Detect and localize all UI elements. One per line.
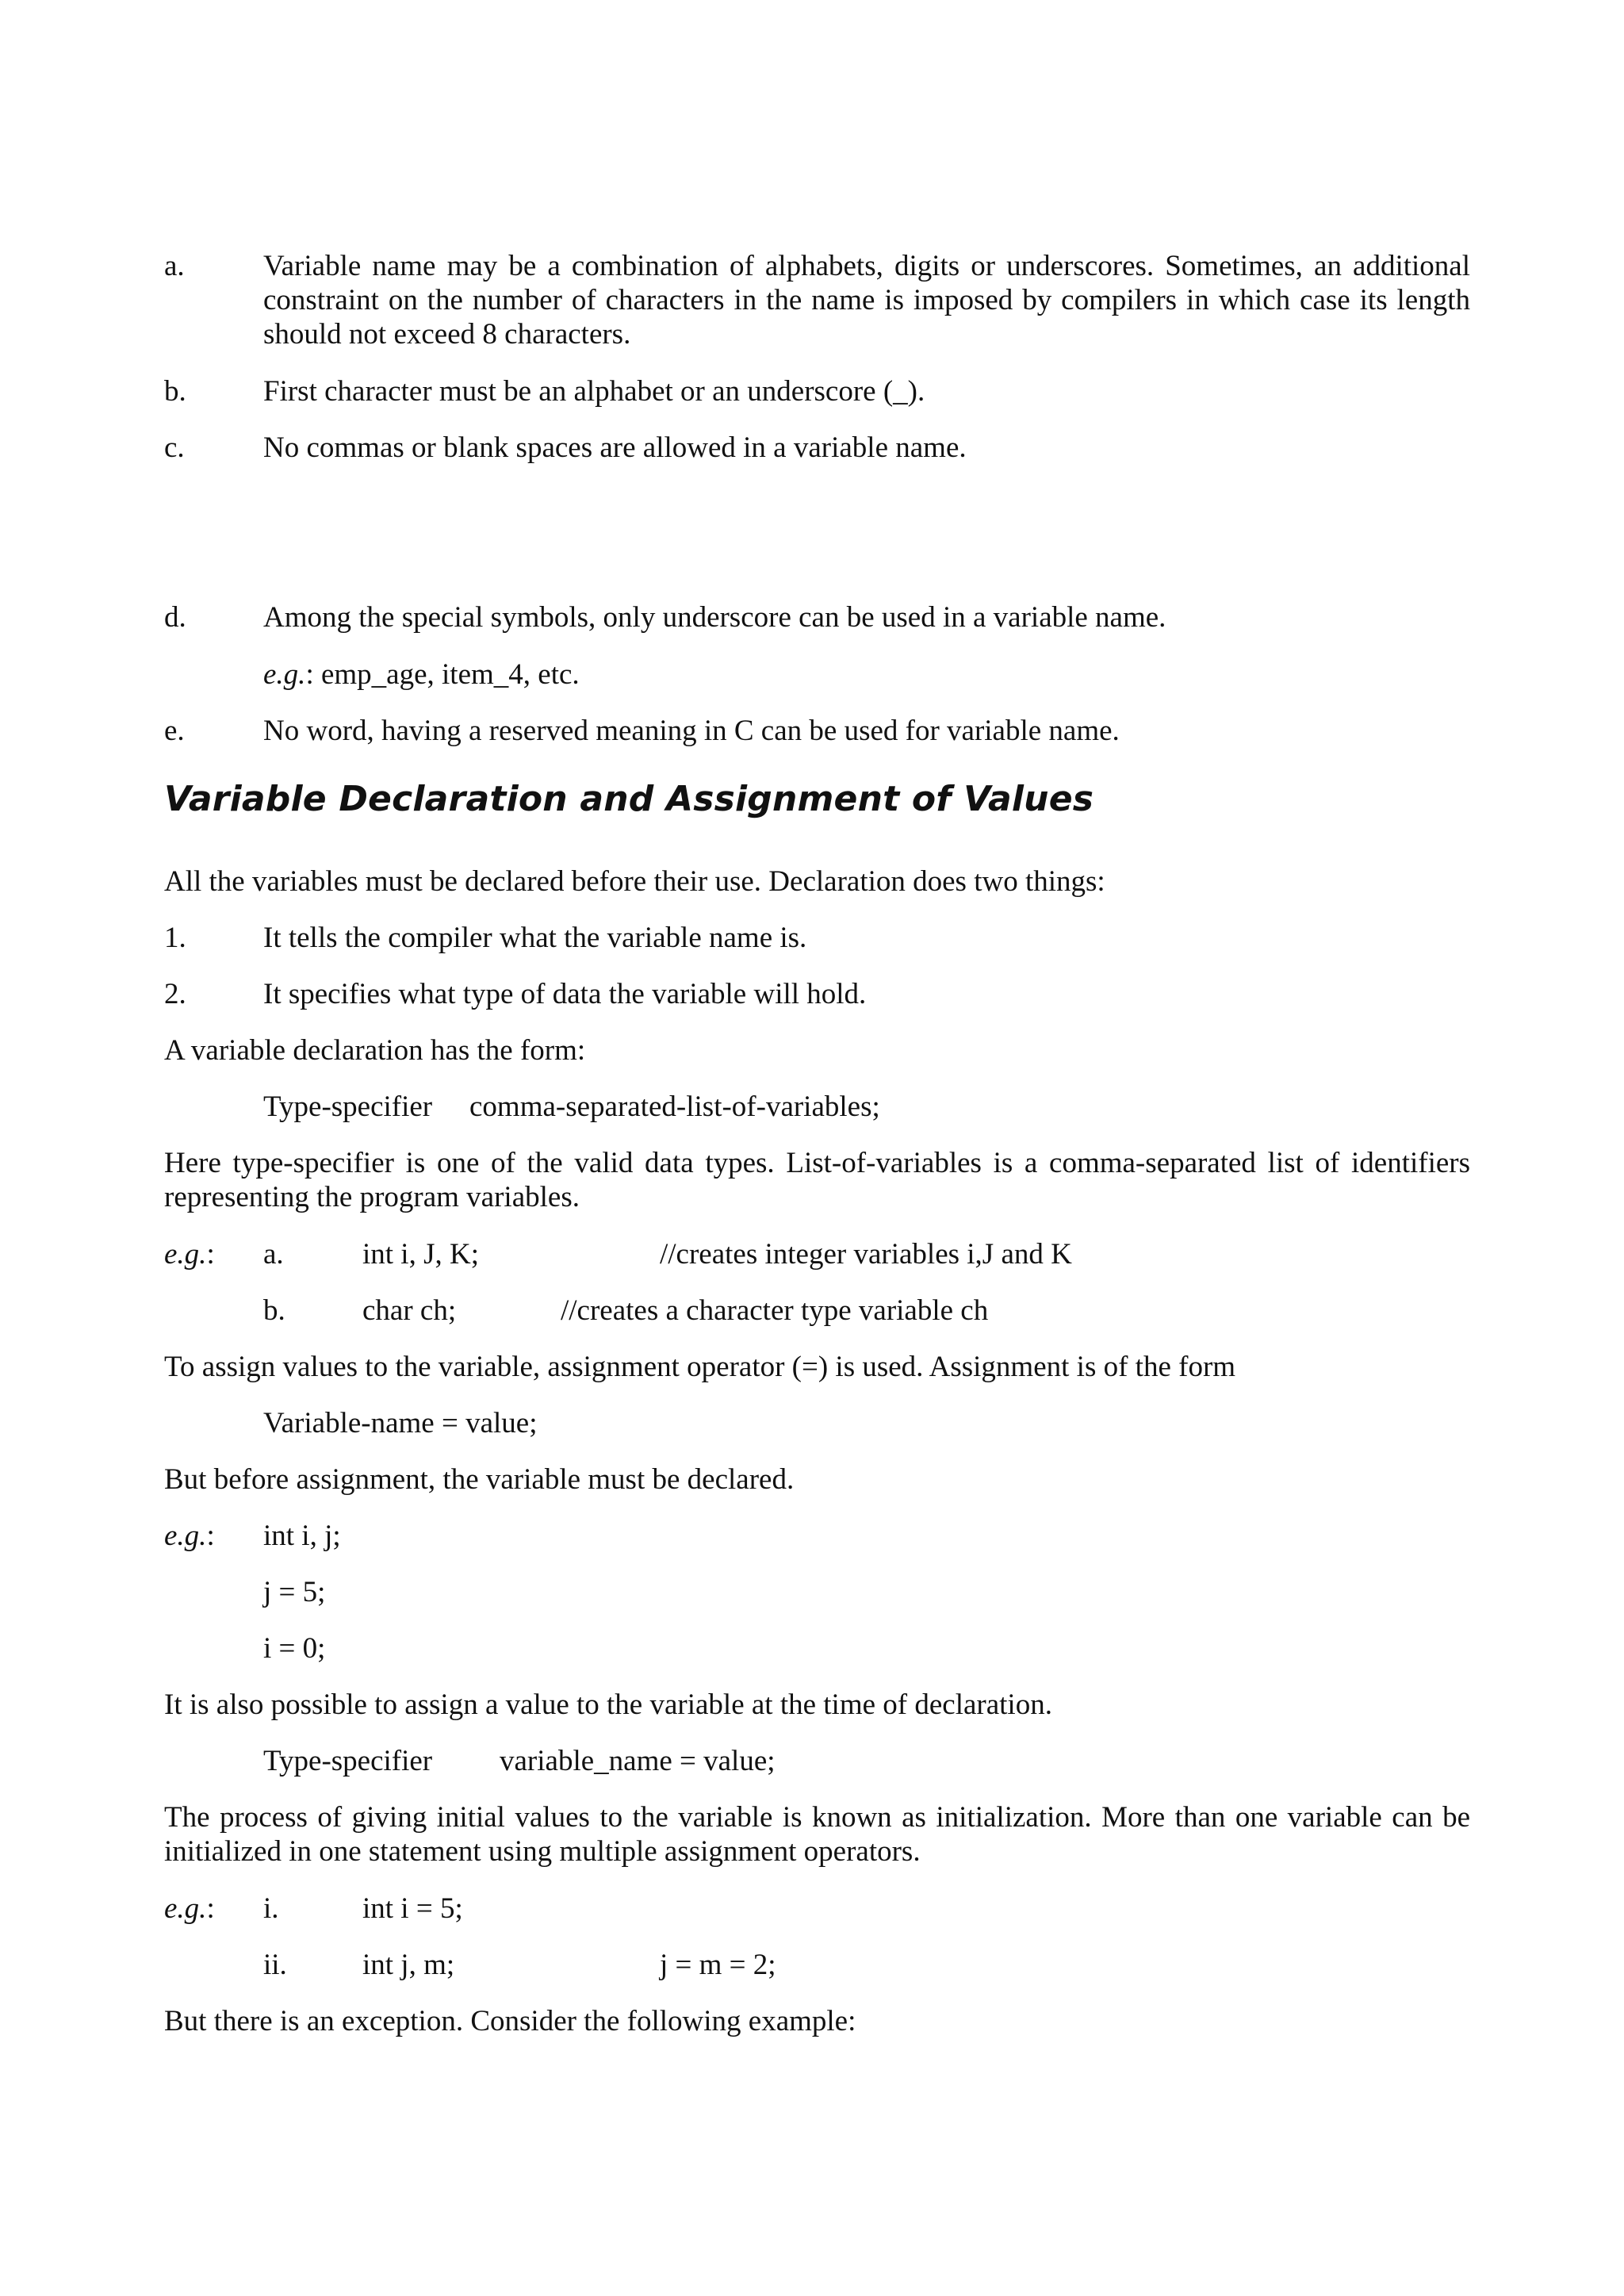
- intro-paragraph: All the variables must be declared before their use. Declaration does two things:: [164, 865, 1105, 898]
- step-1-text: It tells the compiler what the variable name is.: [263, 922, 807, 954]
- decl-form-intro: A variable declaration has the form:: [164, 1034, 586, 1067]
- rule-b-label: b.: [164, 375, 186, 408]
- decl-form-list: comma-separated-list-of-variables;: [469, 1091, 880, 1123]
- init-example-ii-label: ii.: [263, 1949, 287, 1981]
- decl-example-b-code: char ch;: [362, 1294, 457, 1327]
- decl-example-a-label: a.: [263, 1238, 284, 1271]
- exception-line: But there is an exception. Consider the following example:: [164, 2005, 856, 2037]
- eg-colon: :: [206, 1238, 215, 1271]
- eg-colon: :: [206, 1892, 215, 1925]
- step-2-label: 2.: [164, 978, 186, 1010]
- step-1-label: 1.: [164, 922, 186, 954]
- eg-text: e.g.: [164, 1520, 207, 1552]
- assign-intro: To assign values to the variable, assignment operator (=) is used. Assignment is of the form: [164, 1351, 1236, 1383]
- rule-e-text: No word, having a reserved meaning in C can be used for variable name.: [263, 715, 1120, 747]
- type-specifier-paragraph: Here type-specifier is one of the valid data types. List-of-variables is a comma-separated list of identifiers representing the program variables.: [164, 1147, 1470, 1213]
- decl-example-b-label: b.: [263, 1294, 285, 1327]
- step-2-text: It specifies what type of data the variable will hold.: [263, 978, 867, 1010]
- init-example-ii-code: int j, m;: [362, 1949, 455, 1981]
- assign-form: Variable-name = value;: [263, 1407, 538, 1439]
- init-example-i-code: int i = 5;: [362, 1892, 463, 1925]
- init-example-ii-extra: j = m = 2;: [660, 1949, 776, 1981]
- eg-text: e.g.: [164, 1892, 207, 1925]
- assign-example-2: j = 5;: [263, 1576, 326, 1608]
- rule-c-label: c.: [164, 431, 185, 464]
- rule-d-label: d.: [164, 601, 186, 634]
- init-form-type: Type-specifier: [263, 1745, 433, 1777]
- init-paragraph: The process of giving initial values to the variable is known as initialization. More than one variable can be initialized in one statement using multiple assignment operators.: [164, 1801, 1470, 1868]
- rule-c-text: No commas or blank spaces are allowed in a variable name.: [263, 431, 967, 464]
- rule-b-text: First character must be an alphabet or an underscore (_).: [263, 375, 925, 408]
- assign-example-3: i = 0;: [263, 1632, 326, 1665]
- eg-colon: :: [206, 1520, 215, 1552]
- decl-example-a-code: int i, J, K;: [362, 1238, 479, 1271]
- decl-example-a-comment: //creates integer variables i,J and K: [660, 1238, 1072, 1271]
- assign-eg-label: [164, 1519, 215, 1553]
- decl-eg-label: [164, 1237, 215, 1271]
- init-example-i-label: i.: [263, 1892, 279, 1925]
- assign-example-1: int i, j;: [263, 1520, 341, 1552]
- eg-label: e.g.: [263, 658, 306, 691]
- rule-a-label: a.: [164, 250, 185, 282]
- rule-a-text: Variable name may be a combination of alphabets, digits or underscores. Sometimes, an additional constraint on the number of characters in the name is imposed by compilers in which case its length should not exceed 8 characters.: [263, 250, 1470, 351]
- rule-d-example-text: : emp_age, item_4, etc.: [305, 658, 580, 691]
- decl-form-type: Type-specifier: [263, 1091, 433, 1123]
- rule-d-text: Among the special symbols, only underscore can be used in a variable name.: [263, 601, 1166, 634]
- rule-d-example: [263, 657, 580, 692]
- init-form-assign: variable_name = value;: [500, 1745, 776, 1777]
- eg-text: e.g.: [164, 1238, 207, 1271]
- decl-example-b-comment: //creates a character type variable ch: [561, 1294, 989, 1327]
- before-assign: But before assignment, the variable must be declared.: [164, 1463, 795, 1496]
- rule-e-label: e.: [164, 715, 185, 747]
- init-intro: It is also possible to assign a value to the variable at the time of declaration.: [164, 1688, 1052, 1721]
- section-heading: Variable Declaration and Assignment of Values: [164, 779, 1094, 819]
- init-eg-label: [164, 1892, 215, 1926]
